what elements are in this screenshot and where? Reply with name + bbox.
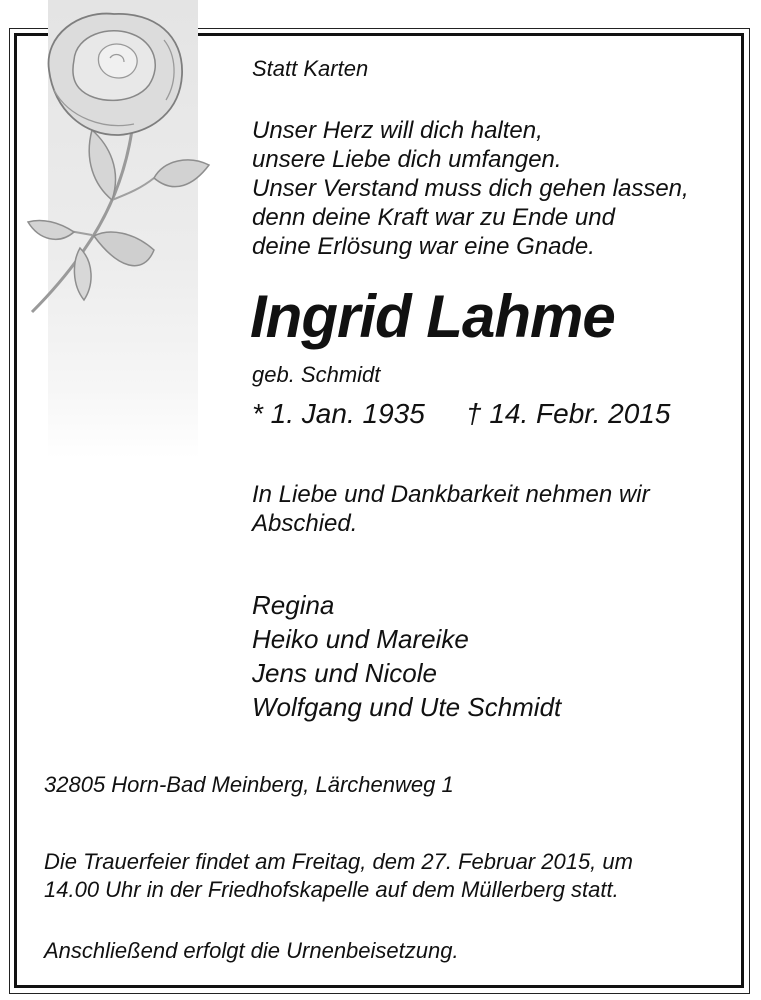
poem-line: denn deine Kraft war zu Ende und	[252, 204, 615, 231]
poem-line: Unser Verstand muss dich gehen lassen,	[252, 175, 689, 202]
ceremony-line: Die Trauerfeier findet am Freitag, dem 27. Februar 2015, um	[44, 849, 633, 874]
ceremony-line: 14.00 Uhr in der Friedhofskapelle auf dem Müllerberg statt.	[44, 877, 619, 902]
mourner-name: Regina	[252, 590, 335, 620]
poem-line: Unser Herz will dich halten,	[252, 117, 543, 144]
address: 32805 Horn-Bad Meinberg, Lärchenweg 1	[44, 772, 454, 797]
mourner-name: Wolfgang und Ute Schmidt	[252, 692, 562, 722]
poem-line: deine Erlösung war eine Gnade.	[252, 233, 595, 260]
birth-date: * 1. Jan. 1935	[252, 398, 425, 429]
poem-line: unsere Liebe dich umfangen.	[252, 146, 562, 173]
farewell-text	[252, 480, 650, 538]
death-date: † 14. Febr. 2015	[466, 398, 671, 429]
maiden-name: geb. Schmidt	[252, 362, 381, 387]
rose-icon	[14, 0, 224, 320]
deceased-name: Ingrid Lahme	[250, 283, 615, 350]
farewell-line: In Liebe und Dankbarkeit nehmen wir	[252, 481, 650, 508]
urn-burial-note: Anschließend erfolgt die Urnenbeisetzung.	[44, 938, 459, 963]
intro-text: Statt Karten	[252, 56, 369, 81]
poem	[252, 116, 689, 261]
mourners-list	[252, 588, 561, 724]
ceremony-info	[44, 848, 633, 904]
mourner-name: Jens und Nicole	[252, 658, 437, 688]
farewell-line: Abschied.	[252, 510, 358, 537]
mourner-name: Heiko und Mareike	[252, 624, 469, 654]
